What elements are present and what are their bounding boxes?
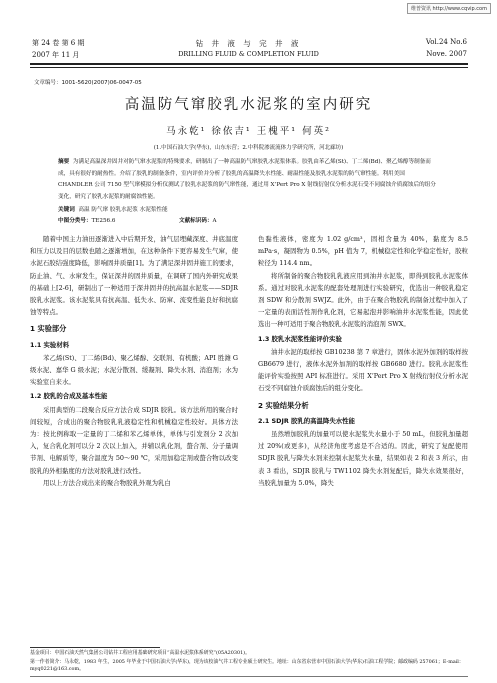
classification — [58, 216, 217, 224]
paragraph-1-3: 油井水泥的取样按 GB10238 第 7 章进行，固体水泥外加剂的取样按 GB6679 进行，液体水泥外加剂的取样按 GB6680 进行。胶乳水泥浆性能评价实验按照 API 标准进行。采用 X’Pert Pro X 射线衍射仪分析水泥石受不同腐蚀介质腐蚀后的组分变化。 — [258, 347, 468, 393]
article-title: 高温防气窜胶乳水泥浆的室内研究 — [124, 97, 373, 113]
subsection-heading-1-2: 1.2 胶乳的合成及基本性能 — [30, 392, 108, 401]
paragraph-continued: 色黏性液体，密度为 1.02 g/cm³，固相含量为 40%，黏度为 8.5 mPa·s，凝固物为 0.5%，pH 值为 7，机械稳定性和化学稳定性好，胶粒粒径为 114.4 nm。 — [258, 235, 468, 268]
intro-paragraph: 随着中国主力油田逐渐进入中后期开发，油气层埋藏深度、井底温度和压力以及目的层数也随之逐渐增加，在这种条件下更容易发生气窜，使水泥石胶结强度降低，影响固井质量[1]。为了满足深井固井施工的要求，防止油、气、水窜发生，保证深井的固井质量，在调研了国内外研究成果的基础上[2-6]，研制出了一种适用于深井固井的抗高温水泥浆——SDJR 胶乳水泥浆。该水泥浆具有抗高温、低失水、防窜、流变性能良好和抗腐蚀等特点。 — [30, 235, 238, 317]
footer-rule — [30, 676, 468, 677]
doc-code-label: 文献标识码： — [178, 218, 213, 224]
volume-issue-cn: 第 24 卷 第 6 期 — [32, 39, 85, 47]
footnote-rule — [30, 647, 160, 648]
paragraph-1-2b: 用以上方法合成出来的聚合物胶乳外观为乳白 — [43, 478, 171, 487]
keywords-text: 高温 防气窜 胶乳水泥浆 水泥浆性能 — [78, 207, 168, 213]
paragraph-1-1: 苯乙烯(St)、丁二烯(Bd)、聚乙烯醇、交联剂、有机酸；API 胜潍 G 级水泥、嘉华 G 级水泥；水泥分散剂、缓凝剂、降失水剂、消泡剂；水为实验室自来水。 — [30, 353, 238, 387]
watermark-badge[interactable]: 维普资讯 http://www.cqvip.com — [407, 3, 491, 14]
clc-label: 中图分类号： — [58, 218, 92, 224]
abstract-text: 为满足高温深井固井对防气窜水泥浆的特殊要求，研制出了一种高温防气窜胶乳水泥浆体系。胶乳由苯乙烯(St)、丁二烯(Bd)、聚乙烯醇等制备而成，具有很好的耐热性。介绍了胶乳的制备条件，室内评价并分析了胶乳的高温降失水性能、耐温性能及胶乳水泥浆的防气窜性能。利用美国 CHANDLER 公司 7150 型气窜模拟分析仪测试了胶乳水泥浆的防气窜性能，通过用 X’Pert Pro X 射线衍射仪分析水泥石受不同腐蚀介质腐蚀后的组分变化，研究了胶乳水泥浆的耐腐蚀性能。 — [58, 159, 436, 200]
date-cn: 2007 年 11 月 — [32, 51, 80, 59]
subsection-heading-2-1: 2.1 SDJR 胶乳的高温降失水性能 — [258, 416, 355, 425]
volume-issue-en: Vol.24 No.6 — [425, 38, 467, 46]
header-rule-thin — [30, 67, 468, 68]
abstract — [58, 157, 440, 203]
article-number: 文章编号：1001-5620(2007)06-0047-05 — [34, 80, 142, 86]
doc-code-value: A — [212, 218, 217, 224]
keywords-label: 关键词 — [58, 207, 75, 213]
paragraph-2-1: 虽然增加胶乳的加量可以使水泥浆失水量小于 50 mL，但胶乳加量超过 20%(或更多)，从经济角度考虑是不合适的。因此，研究了复配使用 SDJR 胶乳与降失水剂来控制水泥浆失水量，结果如表 2 和表 3 所示，由表 3 看出，SDJR 胶乳与 TW1102 降失水剂复配后，降失水效果很好，当胶乳加量为 5.0%，降失 — [258, 430, 468, 487]
abstract-label: 摘要 — [58, 159, 70, 165]
author-list: 马永乾¹ 徐依吉¹ 王槐平¹ 何英² — [166, 126, 331, 137]
author-footnote: 第一作者简介：马永乾，1983 年生，2005 年毕业于中国石油大学(华东)，现为该校油气井工程专业硕士研究生。地址：山东省东营市中国石油大学(华东)石油工程学院；邮政编码 257061；E-mail：myq0221@163.com。 — [30, 659, 464, 672]
section-heading-1: 1 实验部分 — [30, 324, 67, 334]
affiliation: (1.中国石油大学(华东)，山东东营；2.中科院渗流流体力学研究所，河北廊坊) — [153, 145, 344, 151]
right-column — [258, 233, 468, 489]
funding-footnote: 基金项目：中国石油天然气集团公司钻井工程应用基础研究项目“高温水泥浆体系研究”(05A20301)。 — [30, 650, 250, 656]
left-column — [30, 233, 238, 489]
paragraph-1-2a: 采用典型的二段聚合反应方法合成 SDJR 胶乳。该方法所用的聚合时间较短，合成出的聚合物胶乳乳液稳定性和机械稳定性较好。具体方法为：按比例称取一定量的丁二烯和苯乙烯单体，单体与引发剂分 2 次加入，复合乳化剂可以分 2 次以上加入，并辅以乳化剂，螯合剂、分子量调节剂、电解质等，聚合温度为 50～90 ℃，采用加稳定剂或螯合物以改变胶乳的外相黏度的方法对胶乳进行改性。 — [30, 405, 238, 475]
clc-value: TE256.6 — [91, 218, 116, 224]
section-heading-2: 2 实验结果分析 — [258, 400, 309, 410]
journal-name-cn: 钻 井 液 与 完 井 液 — [195, 39, 302, 48]
journal-name-en: DRILLING FLUID & COMPLETION FLUID — [178, 50, 319, 58]
paragraph-additives: 将所制备的聚合物胶乳乳液应用到油井水泥浆，即得到胶乳水泥浆体系。通过对胶乳水泥浆的配套处理剂进行实验研究，优选出一种胶乳稳定剂 SDW 和分散剂 SWJZ。此外，由于在聚合物胶乳的制备过程中加入了一定量的表面活性剂作乳化剂，它易起泡并影响油井水泥浆性能，因此优选出一种可适用于聚合物胶乳水泥浆的消泡剂 SWX。 — [258, 271, 468, 329]
keywords — [58, 205, 168, 213]
date-en: Nove. 2007 — [426, 50, 467, 58]
subsection-heading-1-1: 1.1 实验材料 — [30, 340, 70, 349]
header-rule — [30, 63, 468, 65]
subsection-heading-1-3: 1.3 胶乳水泥浆性能评价实验 — [258, 334, 342, 343]
